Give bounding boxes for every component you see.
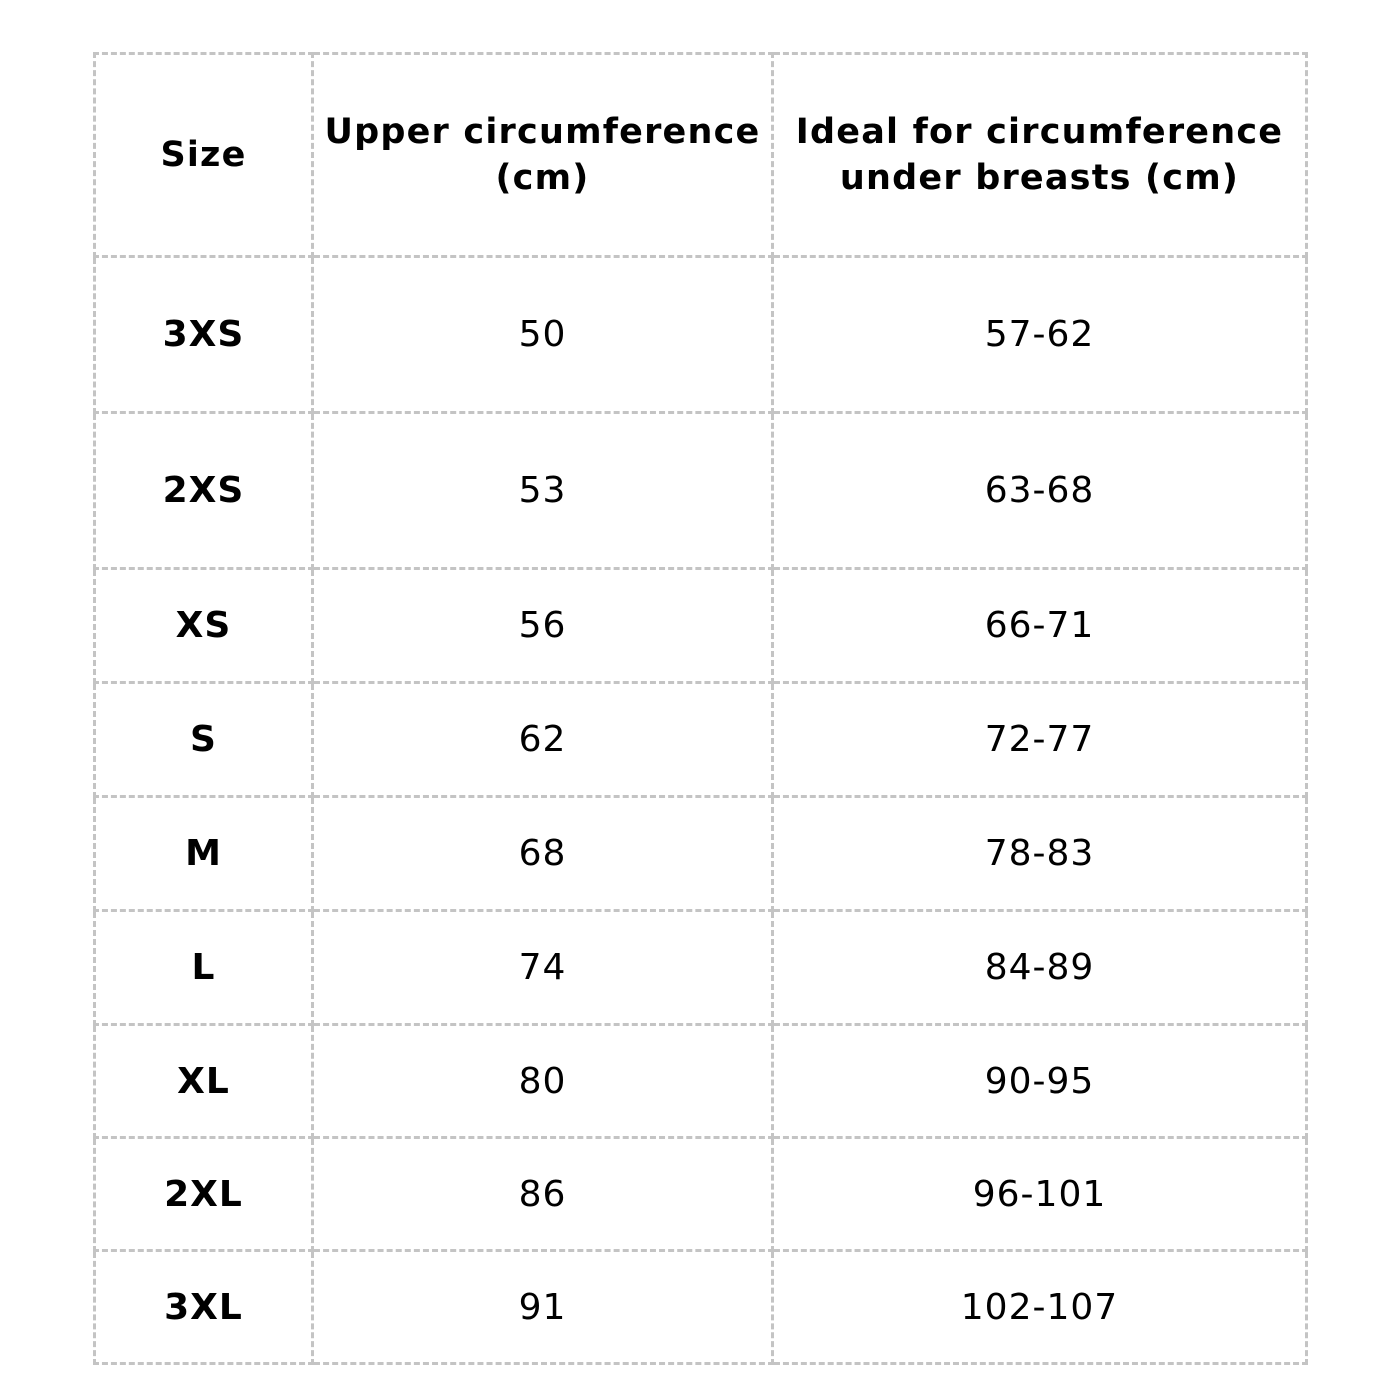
upper-cell: 68 [313, 797, 773, 911]
table-row [95, 911, 1307, 1025]
size-cell: L [95, 911, 313, 1025]
ideal-cell: 57-62 [773, 257, 1307, 413]
table-row [95, 1138, 1307, 1251]
table-row [95, 413, 1307, 569]
table-row [95, 569, 1307, 683]
size-cell: 2XS [95, 413, 313, 569]
ideal-cell: 66-71 [773, 569, 1307, 683]
ideal-cell: 90-95 [773, 1025, 1307, 1138]
upper-cell: 86 [313, 1138, 773, 1251]
header-ideal-under-breasts: Ideal for circumference under breasts (cm) [773, 54, 1307, 257]
table-row [95, 797, 1307, 911]
size-cell: 3XL [95, 1251, 313, 1364]
ideal-cell: 72-77 [773, 683, 1307, 797]
size-cell: S [95, 683, 313, 797]
size-chart-table [93, 52, 1308, 1365]
upper-cell: 53 [313, 413, 773, 569]
size-cell: 2XL [95, 1138, 313, 1251]
header-row [95, 54, 1307, 257]
table-row [95, 1025, 1307, 1138]
size-cell: M [95, 797, 313, 911]
upper-cell: 62 [313, 683, 773, 797]
table-row [95, 257, 1307, 413]
ideal-cell: 63-68 [773, 413, 1307, 569]
ideal-cell: 102-107 [773, 1251, 1307, 1364]
ideal-cell: 84-89 [773, 911, 1307, 1025]
ideal-cell: 78-83 [773, 797, 1307, 911]
table-row [95, 683, 1307, 797]
header-size: Size [95, 54, 313, 257]
upper-cell: 80 [313, 1025, 773, 1138]
upper-cell: 74 [313, 911, 773, 1025]
table-row [95, 1251, 1307, 1364]
upper-cell: 91 [313, 1251, 773, 1364]
header-upper-circumference: Upper circumference (cm) [313, 54, 773, 257]
upper-cell: 50 [313, 257, 773, 413]
ideal-cell: 96-101 [773, 1138, 1307, 1251]
size-cell: XS [95, 569, 313, 683]
upper-cell: 56 [313, 569, 773, 683]
size-cell: 3XS [95, 257, 313, 413]
size-cell: XL [95, 1025, 313, 1138]
